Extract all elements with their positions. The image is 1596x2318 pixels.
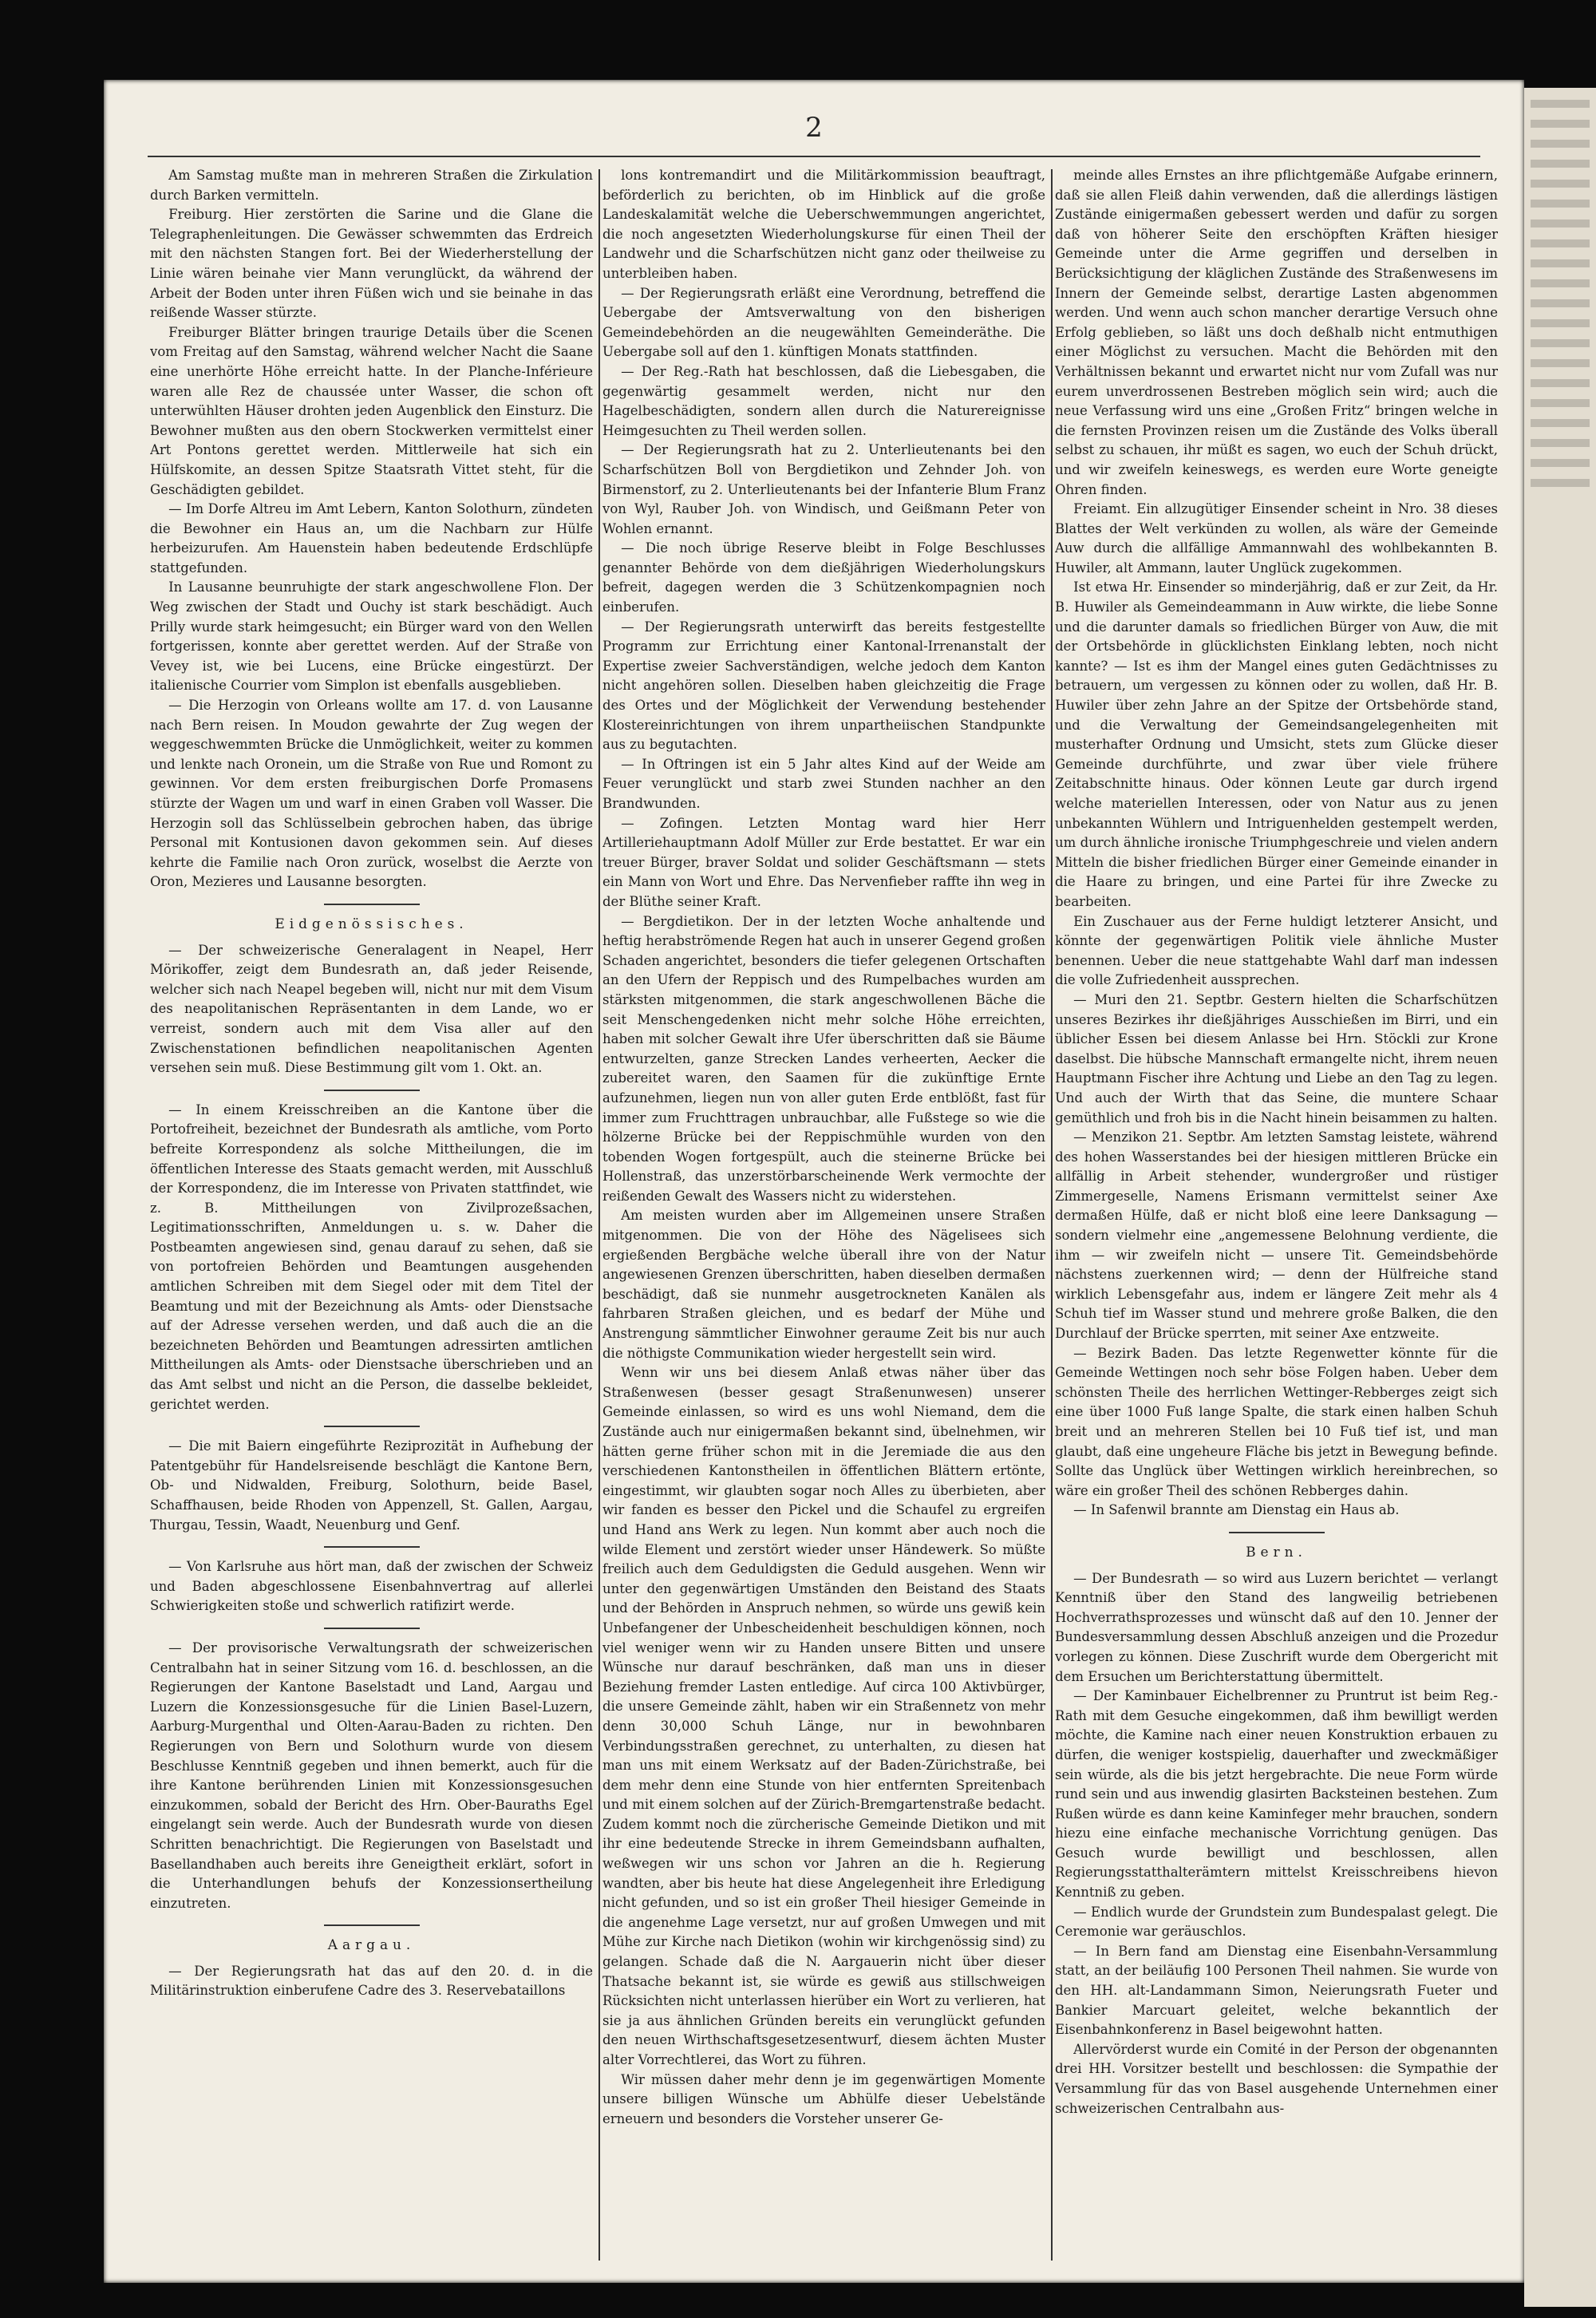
page-number: 2 bbox=[805, 112, 823, 144]
paragraph: Freiburg. Hier zerstörten die Sarine und die Glane die Telegraphenleitungen. Die Gewässer schwemmten das Erdreich mit den nächsten Stangen fort. Bei der Wiederherstellung der Linie wären beinahe vier Mann verunglückt, da während der Arbeit der Boden unter ihren Füßen wich und sie beinahe in das reißende Wasser stürzte. bbox=[150, 207, 593, 321]
paragraph: — Der Bundesrath — so wird aus Luzern berichtet — verlangt Kenntniß über den Stand des langweilig betriebenen Hochverrathsprozesses und wünscht daß auf den 10. Jenner der Bundesversammlung dessen Abschluß anzeigen und die Prozedur vorlegen zu können. Diese Zuschrift wurde dem Obergericht mit dem Ersuchen um Berichterstattung übermittelt. bbox=[1055, 1570, 1498, 1684]
section-heading: Aargau. bbox=[327, 1937, 416, 1954]
paragraph: — In Safenwil brannte am Dienstag ein Haus ab. bbox=[1073, 1502, 1400, 1518]
paragraph: — Die noch übrige Reserve bleibt in Folge Beschlusses genannter Behörde von dem dießjährigen Wiederholungskurs befreit, dagegen werden die 3 Schützenkompagnien noch einberufen. bbox=[602, 540, 1045, 615]
paragraph: lons kontremandirt und die Militärkommission beauftragt, beförderlich zu berichten, ob im Hinblick auf die große Landeskalamität welche die Ueberschwemmungen angerichtet, die noch angesetzten Wiederholungskurse für einen Theil der Landwehr und die Scharfschützen nicht ganz oder theilweise zu unterbleiben haben. bbox=[602, 168, 1045, 281]
section-heading: Bern. bbox=[1246, 1544, 1307, 1560]
paragraph: Freiamt. Ein allzugütiger Einsender scheint in Nro. 38 dieses Blattes der Welt verkünden zu wollen, als wäre der Gemeinde Auw durch die allfällige Ammannwahl des wohlbekannten B. Huwiler, alt Ammann, lauter Unglück zugekommen. bbox=[1055, 501, 1498, 576]
paragraph: Am meisten wurden aber im Allgemeinen unsere Straßen mitgenommen. Die von der Höhe des Nägelisees sich ergießenden Bergbäche welche überall ihre von der Natur angewiesenen Grenzen überschritten, haben dieselben dermaßen beschädigt, daß sie nunmehr ausgetrockneten Kanälen als fahrbaren Straßen gleichen, und es bedarf der Mühe und Anstrengung sämmtlicher Einwohner geraume Zeit bis nur auch die nöthigste Communikation wieder hergestellt sein wird. bbox=[602, 1208, 1045, 1361]
section-divider bbox=[1229, 1532, 1325, 1533]
paragraph: — Die mit Baiern eingeführte Reziprozität in Aufhebung der Patentgebühr für Handelsreisende beschlägt die Kantone Bern, Ob- und Nidwalden, Freiburg, Solothurn, beide Basel, Schaffhausen, beide Rhoden von Appenzell, St. Gallen, Aargau, Thurgau, Tessin, Waadt, Neuenburg und Genf. bbox=[150, 1438, 593, 1533]
top-rule bbox=[148, 156, 1480, 157]
paragraph: meinde alles Ernstes an ihre pflichtgemäße Aufgabe erinnern, daß sie allen Fleiß dahin verwenden, daß die allerdings lästigen Zustände einigermaßen gebessert werden und dafür zu sorgen daß von höherer Seite den erschöpften Kräften hiesiger Gemeinde unter die Arme gegriffen und derselben in Berücksichtigung der kläglichen Zustände des Straßenwesens im Innern der Gemeinde selbst, derartige Lasten abgenommen werden. Und wenn auch schon mancher derartige Versuch ohne Erfolg geblieben, so läßt uns doch deßhalb nicht entmuthigen einer Möglichst zu versuchen. Macht die Behörden mit den Verhältnissen bekannt und erwartet nicht nur vom Zufall was nur eurem unverdrossenen Bestreben möglich sein wird; auch die neue Verfassung wird uns eine „Großen Fritz“ bringen welche in die fernsten Provinzen reisen um die Zustände des Volks überall selbst zu schauen, ihr müßt es sagen, wo euch der Schuh drückt, und wir zweifeln keineswegs, es werden eure Worte geneigte Ohren finden. bbox=[1055, 168, 1498, 497]
adjacent-page-edge bbox=[1524, 88, 1596, 2307]
column-rule bbox=[1051, 169, 1053, 2261]
section-heading: Eidgenössisches. bbox=[275, 916, 468, 932]
paragraph: — In Bern fand am Dienstag eine Eisenbahn-Versammlung statt, an der beiläufig 100 Personen Theil nahmen. Sie wurde von den HH. alt-Landammann Simon, Neierungsrath Fueter und Bankier Marcuart geleitet, welche bekanntlich der Eisenbahnkonferenz in Basel beigewohnt hatten. bbox=[1055, 1943, 1498, 2038]
paragraph: — Bezirk Baden. Das letzte Regenwetter könnte für die Gemeinde Wettingen noch sehr böse Folgen haben. Ueber dem schönsten Theile des herrlichen Wettinger-Rebberges zeigt sich eine über 1000 Fuß lange Spalte, die stark einen halben Schuh breit und an mehreren Stellen bei 10 Fuß tief ist, und man glaubt, daß eine ungeheure Fläche bis jetzt in Bewegung befinde. Sollte das Unglück über Wettingen wirklich hereinbrechen, so wäre ein großer Theil des schönen Rebberges dahin. bbox=[1055, 1345, 1498, 1498]
column-3 bbox=[1055, 166, 1498, 2257]
paragraph: — Endlich wurde der Grundstein zum Bundespalast gelegt. Die Ceremonie war geräuschlos. bbox=[1055, 1904, 1498, 1940]
newspaper-page bbox=[104, 80, 1524, 2283]
paragraph: — Muri den 21. Septbr. Gestern hielten die Scharfschützen unseres Bezirkes ihr dießjähriges Ausschießen im Birri, und ein üblicher Essen bei diesem Anlasse bei Hrn. Stöckli zur Krone daselbst. Die hübsche Mannschaft ermangelte nicht, ihrem neuen Hauptmann Fischer ihre Achtung und Liebe an den Tag zu legen. Und auch der Wirth that das Seine, die muntere Schaar gemüthlich und froh bis in die Nacht hinein beisammen zu halten. bbox=[1055, 991, 1498, 1125]
paragraph: — Menzikon 21. Septbr. Am letzten Samstag leistete, während des hohen Wasserstandes bei der hiesigen mittleren Brücke ein allfällig in Arbeit stehender, wundergroßer und rüstiger Zimmergeselle, Namens Erismann vermittelst seiner Axe dermaßen Hülfe, daß er nicht bloß eine leere Danksagung — sondern vielmehr eine „angemessene Belohnung verdiente, die ihm — wir zweifeln nicht — unsere Tit. Gemeindsbehörde nächstens zuerkennen wird; — denn der Hülfreiche stand wirklich Lebensgefahr aus, indem er längere Zeit mehr als 4 Schuh tief im Wasser stund und mehrere große Balken, die den Durchlauf der Brücke sperrten, mit seiner Axe entzweite. bbox=[1055, 1129, 1498, 1342]
section-divider bbox=[324, 904, 420, 905]
paragraph: — Der Regierungsrath hat zu 2. Unterlieutenants bei den Scharfschützen Boll von Bergdietikon und Zehnder Joh. von Birmenstorf, zu 2. Unterlieutenants bei der Infanterie Blum Franz von Wyl, Rauber Joh. von Windisch, und Geißmann Peter von Wohlen ernannt. bbox=[602, 442, 1045, 536]
paragraph: — Der Regierungsrath erläßt eine Verordnung, betreffend die Uebergabe der Amtsverwaltung von den bisherigen Gemeindebehörden an die neugewählten Gemeinderäthe. Die Uebergabe soll auf den 1. künftigen Monats stattfinden. bbox=[602, 285, 1045, 360]
paragraph: — Im Dorfe Altreu im Amt Lebern, Kanton Solothurn, zündeten die Bewohner ein Haus an, um die Nachbarn zur Hülfe herbeizurufen. Am Hauenstein haben bedeutende Erdschlüpfe stattgefunden. bbox=[150, 501, 593, 576]
paragraph: In Lausanne beunruhigte der stark angeschwollene Flon. Der Weg zwischen der Stadt und Ouchy ist stark beschädigt. Auch Prilly wurde stark heimgesucht; ein Bürger ward von den Wellen fortgerissen, konnte aber gerettet werden. Auf der Straße von Vevey ist, wie bei Lucens, eine Brücke eingestürzt. Der italienische Courrier vom Simplon ist ebenfalls ausgeblieben. bbox=[150, 580, 593, 694]
article-divider bbox=[324, 1426, 420, 1427]
paragraph: Wenn wir uns bei diesem Anlaß etwas näher über das Straßenwesen (besser gesagt Straßenunwesen) unserer Gemeinde einlassen, so wird es uns wohl Niemand, dem die Zustände auch nur einigermaßen bekannt sind, übelnehmen, wir hätten gerne früher schon mit in die Jeremiade die aus den verschiedenen Kantonstheilen in öffentlichen Blättern ertönte, eingestimmt, wir glaubten sogar noch Alles zu überbieten, aber wir fanden es besser den Pickel und die Schaufel zu ergreifen und Hand ans Werk zu legen. Nun kommt aber auch noch die wilde Element und zerstört wieder unser Händewerk. So müßte freilich auch dem Geduldigsten die Geduld ausgehen. Wenn wir unter den gegenwärtigen Umständen den Beistand des Staats und der Behörden in Anspruch nehmen, so würde uns gewiß kein Unbefangener der Unbescheidenheit beschuldigen können, noch viel weniger wenn wir zu Handen unsere Bitten und unsere Wünsche nur darauf beschränken, daß man uns in dieser Beziehung fremder Lasten entledige. Auf circa 100 Aktivbürger, die unsere Gemeinde zählt, haben wir ein Straßennetz von mehr denn 30,000 Schuh Länge, nur in bewohnbaren Verbindungsstraßen gerechnet, zu unterhalten, zu diesen hat man uns mit einem Werksatz auf der Baden-Zürichstraße, bei dem mehr denn eine Stunde von hier entfernten Spreitenbach und mit einem solchen auf der Zürich-Bremgartenstraße bedacht. Zudem kommt noch die zürcherische Gemeinde Dietikon und mit ihr eine bedeutende Strecke in ihrem Gemeindsbann aufhalten, weßwegen wir uns schon vor Jahren an die h. Regierung wandten, aber bis heute hat diese Angelegenheit ihre Erledigung nicht gefunden, und so ist ein großer Theil hiesiger Gemeinde in die angenehme Lage versetzt, nur auf großen Umwegen und mit Mühe zur Kirche nach Dietikon (wohin wir kirchgenössig sind) zu gelangen. Schade daß die N. Aargauerin nicht über dieser Thatsache bekannt ist, sie würde es gewiß aus stillschweigen Rücksichten nicht unterlassen hierüber ein Wort zu verlieren, hat sie ja aus ähnlichen Gründen bereits ein verunglückt gefunden den neuen Wirthschaftsgesetzesentwurf, diesem ächten Muster alter Vorrechtlerei, das Wort zu führen. bbox=[602, 1365, 1045, 2067]
paragraph: — In Oftringen ist ein 5 Jahr altes Kind auf der Weide am Feuer verunglückt und starb zwei Stunden nachher an den Brandwunden. bbox=[602, 756, 1045, 811]
paragraph: Wir müssen daher mehr denn je im gegenwärtigen Momente unsere billigen Wünsche um Abhülfe dieser Uebelstände erneuern und besonders die Vorsteher unserer Ge- bbox=[602, 2071, 1045, 2126]
article-divider bbox=[324, 1090, 420, 1091]
paragraph: — Von Karlsruhe aus hört man, daß der zwischen der Schweiz und Baden abgeschlossene Eisenbahnvertrag auf allerlei Schwierigkeiten stoße und schwerlich ratifizirt werde. bbox=[150, 1559, 593, 1614]
paragraph: — Bergdietikon. Der in der letzten Woche anhaltende und heftig herabströmende Regen hat auch in unserer Gegend großen Schaden angerichtet, besonders die tiefer gelegenen Ortschaften an den Ufern der Reppisch und des Rumpelbaches wurden am stärksten mitgenommen, die stark angeschwollenen Bäche die seit Menschengedenken nicht mehr solche Höhe erreichten, haben mit solcher Gewalt ihre Ufer überschritten daß sie Bäume entwurzelten, ganze Strecken Landes verheerten, Aecker die zubereitet waren, den Saamen für die zukünftige Ernte aufzunehmen, liegen nun von aller guten Erde entblößt, fast für immer zum Fruchttragen unbrauchbar, alle Fußstege so wie die hölzerne Brücke bei der Reppischmühle wurden von den tobenden Wogen fortgespült, auch die steinerne Brücke bei Hollenstraß, das unzerstörbarscheinende Werk vermochte der reißenden Gewalt des Wassers nicht zu widerstehen. bbox=[602, 913, 1045, 1204]
paragraph: — Der Regierungsrath unterwirft das bereits festgestellte Programm zur Errichtung einer Kantonal-Irrenanstalt der Expertise zweier Sachverständigen, welche jedoch dem Kanton nicht angehören sollen. Dieselben haben gleichzeitig die Frage des Ortes und der Möglichkeit der Verwendung bestehender Klostereinrichtungen von ihrem unpartheiischen Standpunkte aus zu begutachten. bbox=[602, 619, 1045, 753]
paragraph: — Der provisorische Verwaltungsrath der schweizerischen Centralbahn hat in seiner Sitzung vom 16. d. beschlossen, an die Regierungen der Kantone Baselstadt und Land, Aargau und Luzern die Konzessionsgesuche für die Linien Basel-Luzern, Aarburg-Murgenthal und Olten-Aarau-Baden zu richten. Den Regierungen von Bern und Solothurn wurde von diesem Beschlusse Kenntniß gegeben und ihnen bemerkt, auch für die ihre Kantone berührenden Linien mit Konzessionsgesuchen einzukommen, sobald der Bericht des Hrn. Ober-Bauraths Egel eingelangt sein werde. Auch der Bundesrath wurde von diesen Schritten benachrichtigt. Die Regierungen von Baselstadt und Basellandhaben auch bereits ihre Geneigtheit erklärt, sofort in die Unterhandlungen behufs der Konzessionsertheilung einzutreten. bbox=[150, 1640, 593, 1911]
paragraph: — In einem Kreisschreiben an die Kantone über die Portofreiheit, bezeichnet der Bundesrath als amtliche, vom Porto befreite Korrespondenz als solche Mittheilungen, die im öffentlichen Interesse des Staats gemacht werden, mit Ausschluß der Korrespondenz, die im Interesse von Privaten stattfindet, wie z. B. Mittheilungen von Zivilprozeßsachen, Legitimationsschriften, Anmeldungen u. s. w. Daher die Postbeamten angewiesen sind, genau darauf zu sehen, daß sie von portofreien Behörden und Beamtungen ausgehenden amtlichen Schreiben mit dem Siegel oder mit dem Titel der Beamtung und mit der Bezeichnung als Amts- oder Dienstsache auf der Adresse versehen werden, und daß auch die an die bezeichneten Behörden und Beamtungen adressirten amtlichen Mittheilungen als Amts- oder Dienstsache überschrieben und an das Amt selbst und nicht an die Person, die dasselbe bekleidet, gerichtet werden. bbox=[150, 1102, 593, 1412]
paragraph: Am Samstag mußte man in mehreren Straßen die Zirkulation durch Barken vermitteln. bbox=[150, 168, 593, 203]
column-1 bbox=[150, 166, 593, 2257]
paragraph: Ist etwa Hr. Einsender so minderjährig, daß er zur Zeit, da Hr. B. Huwiler als Gemeindeammann in Auw wirkte, die liebe Sonne und die darunter damals so friedlichen Bürger von Auw, die mit der Ortsbehörde in glücklichsten Einklang lebten, noch nicht kannte? — Ist es ihm der Mangel eines guten Gedächtnisses zu betrauern, um vergessen zu können oder zu wollen, daß Hr. B. Huwiler über zehn Jahre an der Spitze der Ortsbehörde stand, und die Verwaltung der Gemeindsangelegenheiten mit musterhafter Ordnung und Umsicht, stets zum Glücke dieser Gemeinde durchführte, und zwar über viele frühere Zeitabschnitte hinaus. Oder können Leute gar durch irgend welche materiellen Interessen, oder von Natur aus zu jenen unbekannten Wühlern und Intriguenhelden gestempelt werden, um durch ähnliche ironische Triumphgeschreie und vielen andern Mitteln die bisher friedlichen Bürger einer Gemeinde einander in die Haare zu bringen, und eine Partei für ihre Zwecke zu bearbeiten. bbox=[1055, 580, 1498, 909]
paragraph: Freiburger Blätter bringen traurige Details über die Scenen vom Freitag auf den Samstag, während welcher Nacht die Saane eine unerhörte Höhe erreicht hatte. In der Planche-Inférieure waren alle Rez de chaussée unter Wasser, die schon oft unterwühlten Häuser drohten jeden Augenblick den Einsturz. Die Bewohner mußten aus den obern Stockwerken vermittelst einer Art Pontons gerettet werden. Mittlerweile hat sich ein Hülfskomite, an dessen Spitze Staatsrath Vittet steht, für die Geschädigten gebildet. bbox=[150, 324, 593, 497]
paragraph: — Zofingen. Letzten Montag ward hier Herr Artilleriehauptmann Adolf Müller zur Erde bestattet. Er war ein treuer Bürger, braver Soldat und solider Geschäftsmann — stets ein Mann von Wort und Ehre. Das Nervenfieber raffte ihn weg in der Blüthe seiner Kraft. bbox=[602, 815, 1045, 909]
article-divider bbox=[324, 1628, 420, 1629]
paragraph: — Der Reg.-Rath hat beschlossen, daß die Liebesgaben, die gegenwärtig gesammelt werden, nicht nur den Hagelbeschädigten, sondern allen durch die Naturereignisse Heimgesuchten zu Theil werden sollen. bbox=[602, 363, 1045, 438]
column-2 bbox=[602, 166, 1045, 2257]
paragraph: — Die Herzogin von Orleans wollte am 17. d. von Lausanne nach Bern reisen. In Moudon gewahrte der Zug wegen der weggeschwemmten Brücke die Unmöglichkeit, weiter zu kommen und lenkte nach Oronein, um die Straße von Rue und Romont zu gewinnen. Vor dem ersten freiburgischen Dorfe Promasens stürzte der Wagen um und warf in einen Graben voll Wasser. Die Herzogin soll das Schlüsselbein gebrochen haben, das übrige Personal mit Kontusionen davon gekommen sein. Auf dieses kehrte die Familie nach Oron zurück, woselbst die Aerzte von Oron, Mezieres und Lausanne besorgten. bbox=[150, 698, 593, 890]
paragraph: — Der schweizerische Generalagent in Neapel, Herr Mörikoffer, zeigt dem Bundesrath an, daß jeder Reisende, welcher sich nach Neapel begeben will, nicht nur mit dem Visum des neapolitanischen Repräsentanten in dem Lande, wo er verreist, sondern auch mit dem Visa aller auf den Zwischenstationen befindlichen neapolitanischen Agenten versehen sein muß. Diese Bestimmung gilt vom 1. Okt. an. bbox=[150, 942, 593, 1076]
paragraph: Allervörderst wurde ein Comité in der Person der obgenannten drei HH. Vorsitzer bestellt und beschlossen: die Sympathie der Versammlung für das von Basel ausgehende Unternehmen einer schweizerischen Centralbahn aus- bbox=[1055, 2041, 1498, 2116]
column-rule bbox=[598, 169, 600, 2261]
paragraph: Ein Zuschauer aus der Ferne huldigt letzterer Ansicht, und könnte der gegenwärtigen Politik viele ähnliche Muster benennen. Ueber die neue stattgehabte Wahl darf man indessen die volle Zufriedenheit aussprechen. bbox=[1055, 913, 1498, 988]
paragraph: — Der Kaminbauer Eichelbrenner zu Pruntrut ist beim Reg.-Rath mit dem Gesuche eingekommen, daß ihm bewilligt werden möchte, die Kamine nach einer neuen Konstruktion erbauen zu dürfen, die weniger kostspielig, dauerhafter und zweckmäßiger sein würde, als die bis jetzt hergebrachte. Die neue Form würde rund sein und aus inwendig glasirten Backsteinen bestehen. Zum Rußen würde es dann keine Kaminfeger mehr brauchen, sondern hiezu eine einfache mechanische Vorrichtung genügen. Das Gesuch wurde bewilligt und beschlossen, allen Regierungsstatthalterämtern mittelst Kreisschreibens hievon Kenntniß zu geben. bbox=[1055, 1688, 1498, 1901]
section-divider bbox=[324, 1924, 420, 1926]
article-divider bbox=[324, 1546, 420, 1548]
paragraph: — Der Regierungsrath hat das auf den 20. d. in die Militärinstruktion einberufene Cadre des 3. Reservebataillons bbox=[150, 1963, 593, 1999]
